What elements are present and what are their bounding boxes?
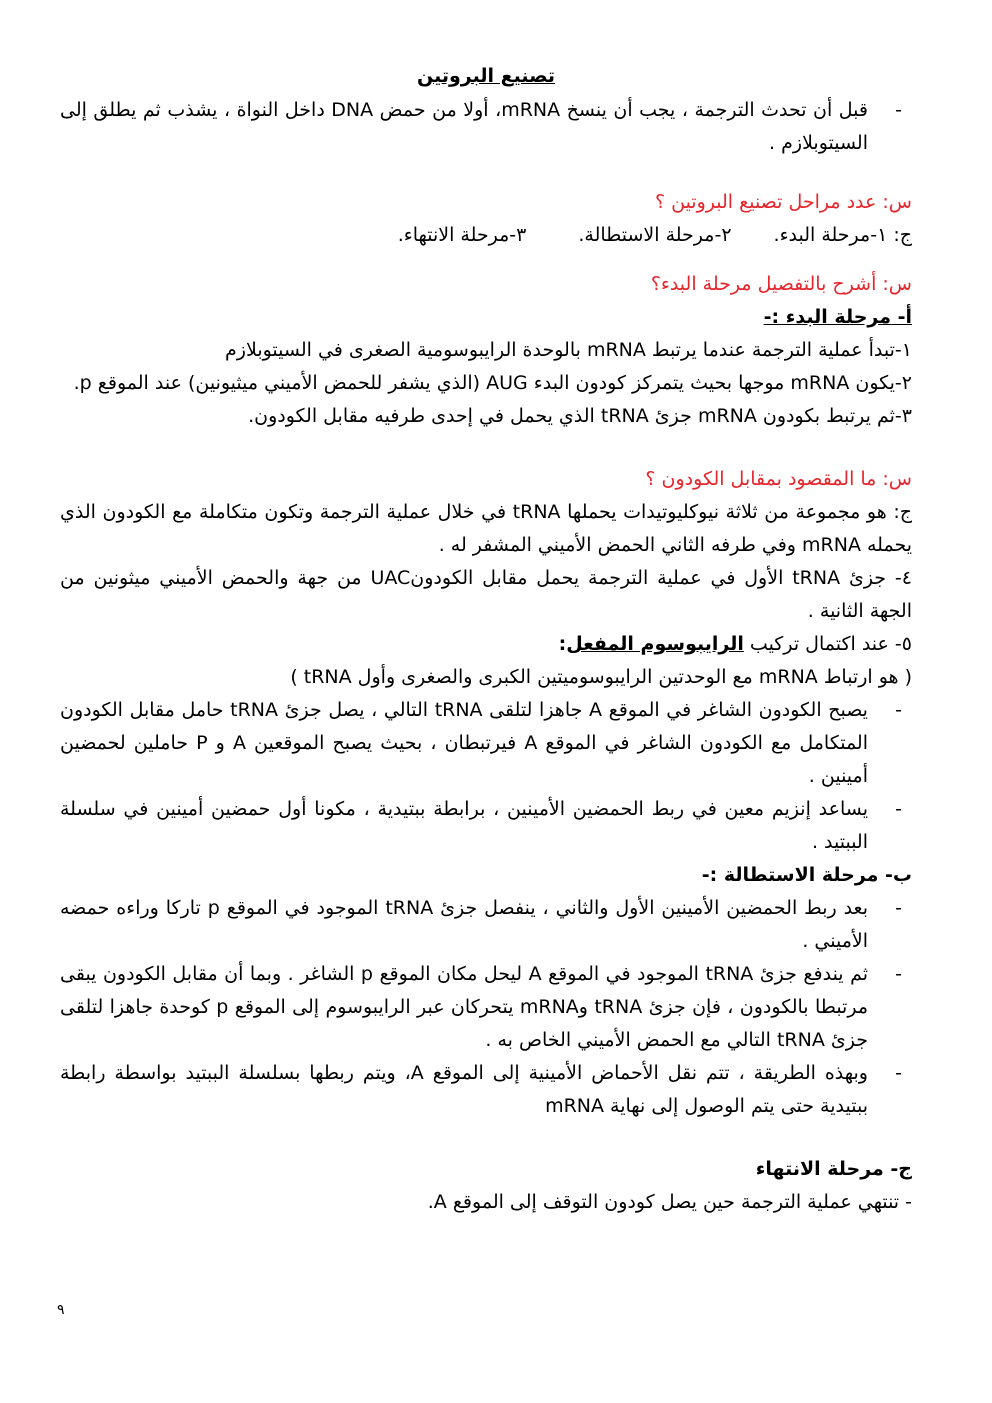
initiation-heading: أ- مرحلة البدء :- <box>763 306 912 328</box>
elongation-heading: ب- مرحلة الاستطالة :- <box>701 864 912 886</box>
termination-heading: ج- مرحلة الانتهاء <box>755 1158 912 1180</box>
active-ribosome-term: الرايبوسوم المفعل <box>566 633 744 655</box>
answer-stages-count <box>60 219 912 252</box>
list-item: - ثم يندفع جزئ tRNA الموجود في الموقع A ليحل مكان الموقع p الشاغر . وبما أن مقابل الكودون يبقى مرتبطا بالكودون ، فإن جزئ tRNA وmRNA يتحركان عبر الرايبوسوم إلى الموقع p كوحدة جاهزا لتلقى جزئ tRNA التالي مع الحمض الأميني الخاص به . <box>60 958 868 1057</box>
step-5-colon: : <box>558 633 567 655</box>
page-title: تصنيع البروتين <box>417 65 555 87</box>
step-5-prefix: ٥- عند اكتمال تركيب <box>743 633 912 655</box>
initiation-step-4: ٤- جزئ tRNA الأول في عملية الترجمة يحمل مقابل الكودونUAC من جهة والحمض الأميني ميثونين من الجهة الثانية . <box>60 567 912 622</box>
initiation-step-2: ٢-يكون mRNA موجها بحيث يتمركز كودون البدء AUG (الذي يشفر للحمض الأميني ميثيونين) عند الموقع p. <box>73 372 912 394</box>
question-initiation-detail: س: أشرح بالتفصيل مرحلة البدء؟ <box>650 273 912 295</box>
answer-stage-1: ج: ١-مرحلة البدء. <box>773 224 912 246</box>
list-item: - يساعد إنزيم معين في ربط الحمضين الأمينين ، برابطة ببتيدية ، مكونا أول حمضين أمينين في سلسلة الببتيد . <box>60 793 868 859</box>
initiation-step-3: ٣-ثم يرتبط بكودون mRNA جزئ tRNA الذي يحمل في إحدى طرفيه مقابل الكودون. <box>248 405 912 427</box>
elongation-bullet-list <box>60 892 912 1123</box>
answer-stage-2: ٢-مرحلة الاستطالة. <box>578 224 732 246</box>
answer-stage-3: ٣-مرحلة الانتهاء. <box>397 224 527 246</box>
list-item: - يصبح الكودون الشاغر في الموقع A جاهزا لتلقى tRNA التالي ، يصل جزئ tRNA حامل مقابل الكودون المتكامل مع الكودون الشاغر في الموقع A فيرتبطان ، بحيث يصبح الموقعين A و P حاملين لحمضين أمينين . <box>60 694 868 793</box>
list-item: - بعد ربط الحمضين الأمينين الأول والثاني ، ينفصل جزئ tRNA الموجود في الموقع p تاركا وراءه حمضه الأميني . <box>60 892 868 958</box>
intro-bullet: - قبل أن تحدث الترجمة ، يجب أن ينسخ mRNA، أولا من حمض DNA داخل النواة ، يشذب ثم يطلق إلى السيتوبلازم . <box>60 94 868 160</box>
document-page <box>60 58 912 1219</box>
initiation-step-1: ١-تبدأ عملية الترجمة عندما يرتبط mRNA بالوحدة الرايبوسومية الصغرى في السيتوبلازم <box>225 339 912 361</box>
question-anticodon: س: ما المقصود بمقابل الكودون ؟ <box>645 468 912 490</box>
list-item: - وبهذه الطريقة ، تتم نقل الأحماض الأمينية إلى الموقع A، ويتم ربطها بسلسلة الببتيد بواسطة رابطة ببتيدية حتى يتم الوصول إلى نهاية mRNA <box>60 1057 868 1123</box>
initiation-step-5 <box>60 628 912 661</box>
page-number: ٩ <box>57 1302 65 1318</box>
initiation-bullet-list <box>60 694 912 859</box>
intro-list <box>60 94 912 160</box>
answer-anticodon: ج: هو مجموعة من ثلاثة نيوكليوتيدات يحملها tRNA في خلال عملية الترجمة وتكون متكاملة مع الكودون الذي يحمله mRNA وفي طرفه الثاني الحمض الأميني المشفر له . <box>60 501 912 556</box>
termination-text: - تنتهي عملية الترجمة حين يصل كودون التوقف إلى الموقع A. <box>427 1191 912 1213</box>
active-ribosome-definition: ( هو ارتباط mRNA مع الوحدتين الرايبوسوميتين الكبرى والصغرى وأول tRNA ) <box>290 666 912 688</box>
question-stages-count: س: عدد مراحل تصنيع البروتين ؟ <box>654 191 912 213</box>
